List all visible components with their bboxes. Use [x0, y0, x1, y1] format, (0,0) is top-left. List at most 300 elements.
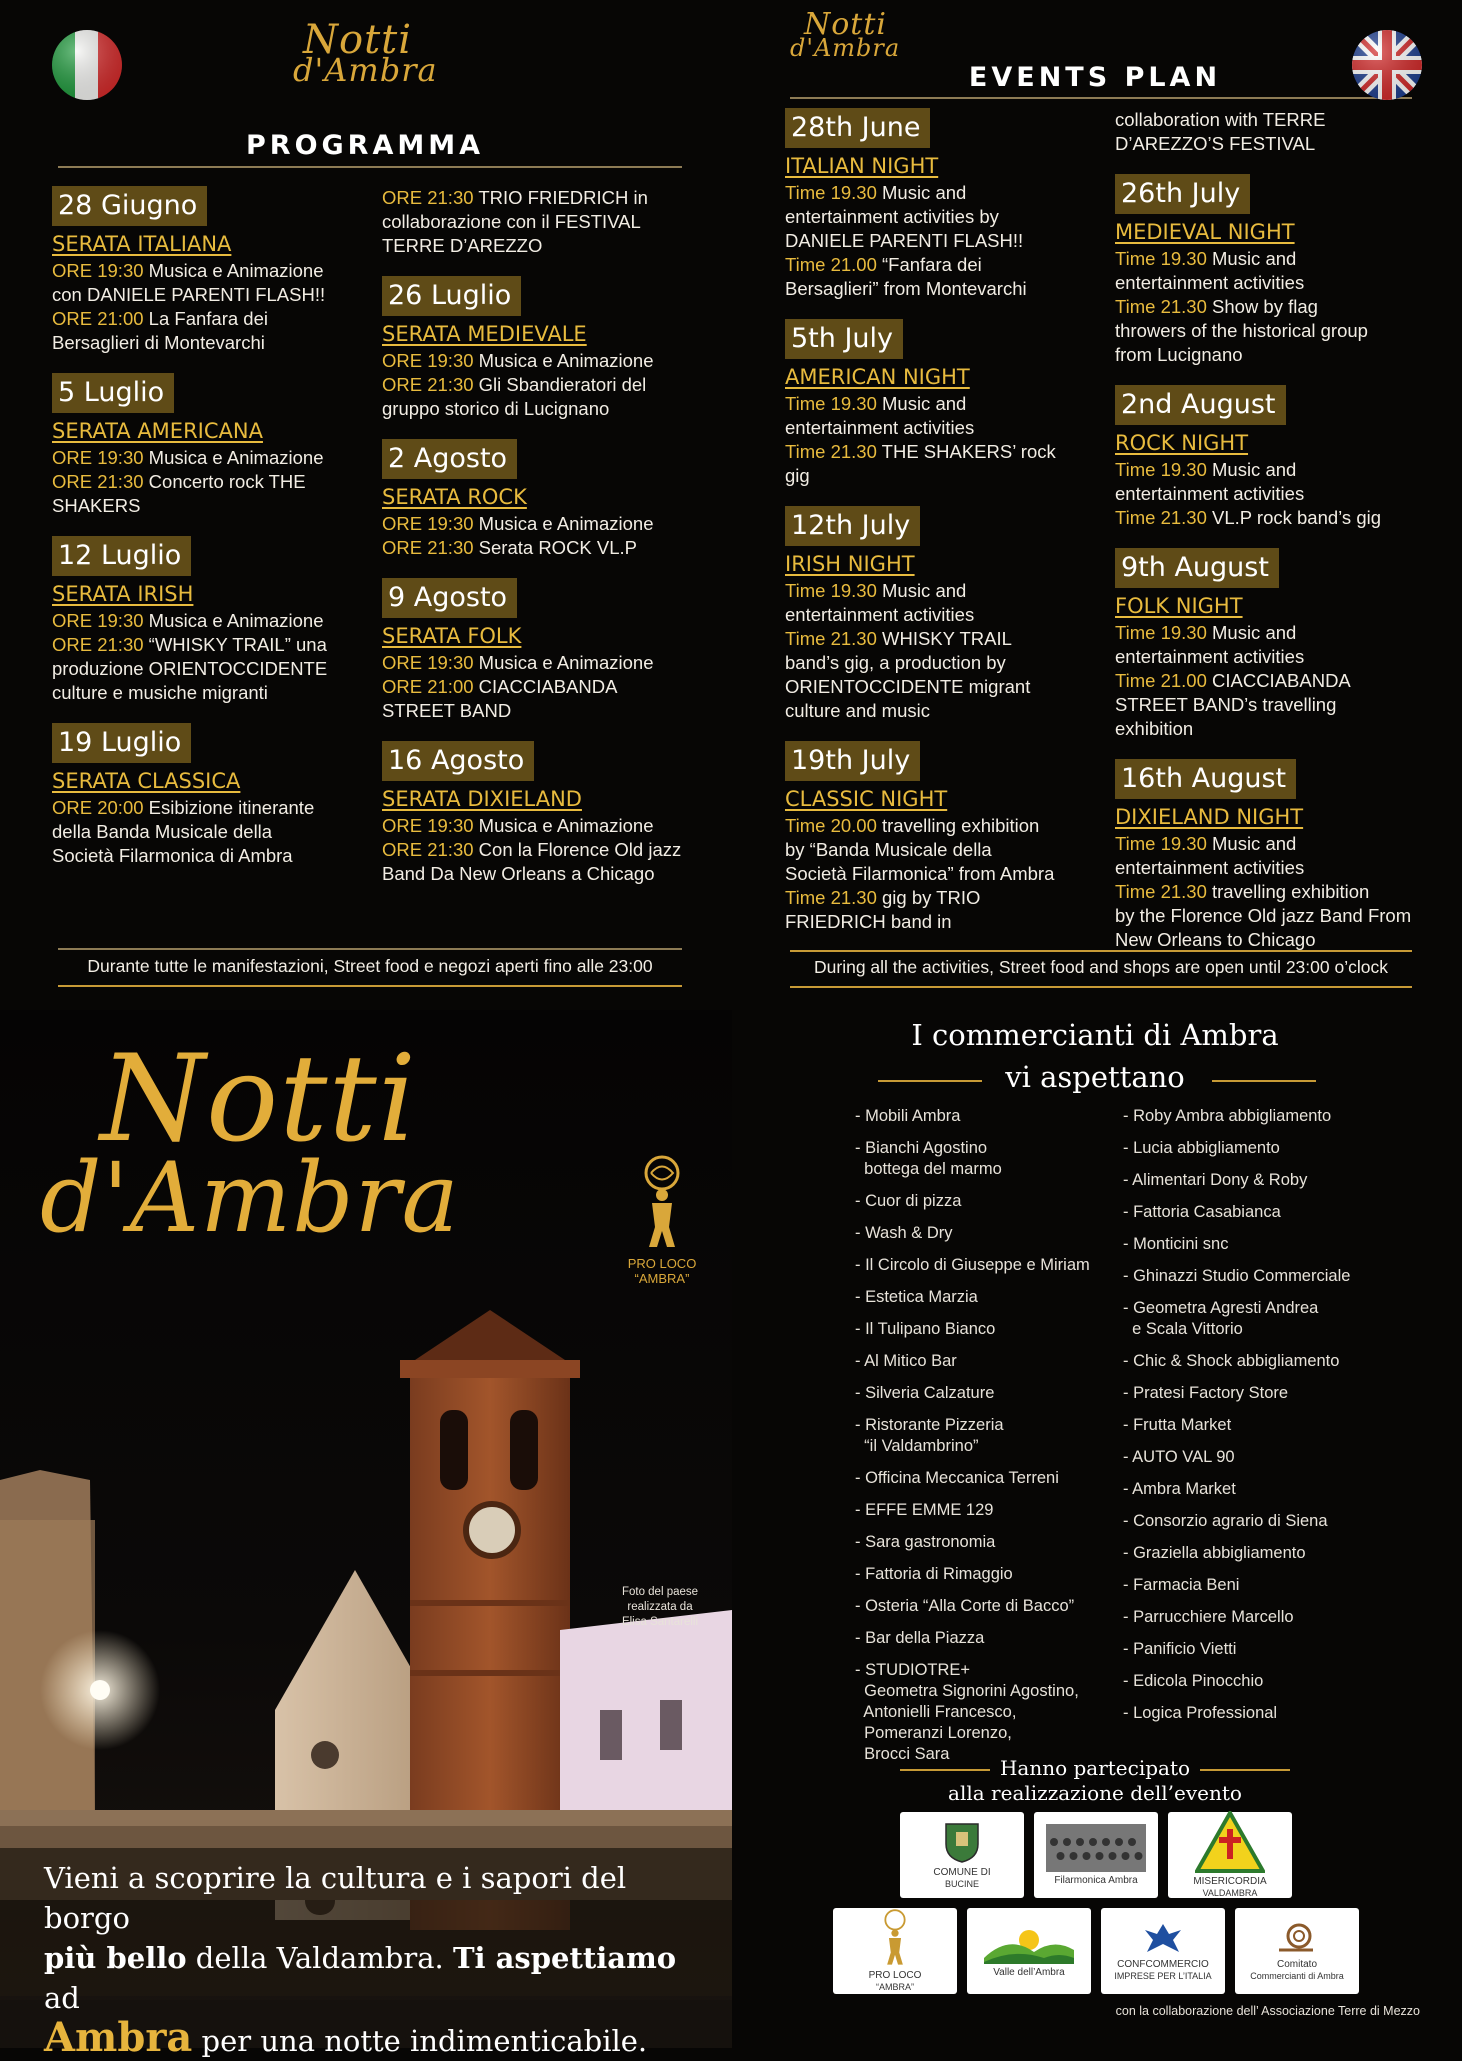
event-date-badge: 16th August: [1115, 759, 1296, 799]
event-detail-text: Music and: [1206, 833, 1297, 854]
event-detail-line: [382, 512, 702, 536]
event-detail-text: Show by flag: [1206, 296, 1318, 317]
event-detail-line: [382, 699, 702, 723]
event-detail-text: travelling exhibition: [1206, 881, 1370, 902]
tagline-emphasis: Ti aspettiamo: [452, 1941, 677, 1975]
event-detail-line: [1115, 832, 1445, 856]
event-block: [785, 319, 1105, 488]
english-column-1: [785, 108, 1105, 952]
event-detail-line: [785, 838, 1105, 862]
partner-logo-label: COMUNE DI: [933, 1867, 991, 1878]
event-time: ORE 19:30: [52, 447, 144, 468]
event-detail-text: TRIO FRIEDRICH in: [473, 187, 648, 208]
event-detail-line: [1115, 271, 1445, 295]
tagline-text: ad: [44, 1981, 80, 2015]
merchant-item: - Mobili Ambra: [855, 1107, 961, 1125]
event-title: ROCK NIGHT: [1115, 431, 1249, 455]
event-detail-line: [1115, 482, 1445, 506]
event-time: Time 19.30: [1115, 459, 1207, 480]
event-detail-line: [382, 397, 702, 421]
event-detail-text: gig: [785, 465, 810, 486]
tagline-emphasis: più bello: [44, 1941, 187, 1975]
poster-logo-notti: Notti: [100, 1030, 418, 1169]
event-block: [52, 186, 372, 355]
merchant-item: - Bar della Piazza: [855, 1629, 985, 1647]
event-detail-line: [785, 229, 1105, 253]
merchant-item: - Parrucchiere Marcello: [1123, 1608, 1294, 1626]
event-detail-text: SHAKERS: [52, 495, 141, 516]
event-date-badge: 19 Luglio: [52, 723, 191, 763]
event-title: SERATA CLASSICA: [52, 769, 241, 793]
event-time: Time 21.30: [1115, 881, 1207, 902]
merchant-item: - Alimentari Dony & Roby: [1123, 1171, 1308, 1189]
merchant-item: - Pratesi Factory Store: [1123, 1384, 1289, 1402]
event-detail-line: [382, 186, 702, 210]
event-time: Time 21.00: [1115, 670, 1207, 691]
tagline-ambra: Ambra: [44, 2014, 193, 2061]
merchant-item: - Fattoria di Rimaggio: [855, 1565, 1013, 1583]
event-date-badge: 9 Agosto: [382, 578, 517, 618]
merchant-item: - AUTO VAL 90: [1123, 1448, 1235, 1466]
pro-loco-emblem: [622, 1155, 702, 1286]
event-detail-text: from Lucignano: [1115, 344, 1243, 365]
event-detail-text: THE SHAKERS’ rock: [876, 441, 1056, 462]
merchant-item: - Al Mitico Bar: [855, 1352, 957, 1370]
collaboration-credit: con la collaborazione dell’ Associazione Terre di Mezzo: [1115, 2004, 1420, 2018]
atlas-statue-icon: [878, 1909, 912, 1970]
event-detail-line: [785, 675, 1105, 699]
event-detail-line: [785, 603, 1105, 627]
event-detail-text: Concerto rock THE: [143, 471, 306, 492]
event-detail-line: [52, 796, 372, 820]
event-detail-line: [382, 814, 702, 838]
event-detail-line: [785, 627, 1105, 651]
event-detail-text: Musica e Animazione: [473, 513, 654, 534]
event-detail-line: [1115, 880, 1445, 904]
event-detail-line: [1115, 856, 1445, 880]
event-time: Time 21.00: [785, 254, 877, 275]
event-detail-text: Musica e Animazione: [473, 652, 654, 673]
event-time: Time 19.30: [1115, 622, 1207, 643]
merchant-item: - Il Circolo di Giuseppe e Miriam: [855, 1256, 1090, 1274]
tagline-line-3: [44, 2014, 704, 2061]
event-detail-text: VL.P rock band’s gig: [1206, 507, 1382, 528]
valle-hills-icon: [984, 1924, 1074, 1967]
event-detail-text: Società Filarmonica di Ambra: [52, 845, 293, 866]
event-detail-text: gig by TRIO: [876, 887, 981, 908]
event-detail-line: [785, 392, 1105, 416]
snail-icon: [1277, 1920, 1317, 1959]
event-detail-line: [785, 886, 1105, 910]
event-detail-text: exhibition: [1115, 718, 1194, 739]
partner-logo-label: Valle dell’Ambra: [993, 1966, 1065, 1978]
event-title: CLASSIC NIGHT: [785, 787, 948, 811]
event-detail-text: entertainment activities: [785, 417, 975, 438]
event-time: ORE 21:30: [52, 634, 144, 655]
event-date-badge: 2 Agosto: [382, 439, 517, 479]
event-title: SERATA FOLK: [382, 624, 522, 648]
partner-logo-label: Filarmonica Ambra: [1054, 1874, 1138, 1886]
italian-column-1: [52, 186, 372, 886]
partner-logo: [833, 1908, 957, 1994]
event-detail-text: by the Florence Old jazz Band From: [1115, 905, 1412, 926]
partners-heading-line-2: alla realizzazione dell’evento: [948, 1781, 1242, 1805]
event-detail-text: con DANIELE PARENTI FLASH!!: [52, 284, 326, 305]
event-time: ORE 19:30: [52, 610, 144, 631]
event-time: ORE 21:00: [52, 308, 144, 329]
event-detail-line: [1115, 904, 1445, 928]
english-heading-divider: [790, 97, 1412, 99]
merchant-item: - Chic & Shock abbigliamento: [1123, 1352, 1340, 1370]
event-detail-line: [785, 277, 1105, 301]
merchant-item: - Cuor di pizza: [855, 1192, 962, 1210]
italian-footer-divider-bottom: [58, 985, 682, 987]
event-detail-text: Music and: [876, 580, 967, 601]
event-date-badge: 12th July: [785, 506, 920, 546]
english-column-2: [1115, 108, 1445, 970]
merchants-heading-rule-right: [1212, 1080, 1316, 1082]
partner-logo-sublabel: IMPRESE PER L’ITALIA: [1114, 1971, 1212, 1981]
logo-word-ambra: d'Ambra: [293, 51, 438, 89]
merchant-item: - Ambra Market: [1123, 1480, 1236, 1498]
event-detail-line: [1115, 693, 1445, 717]
event-detail-text: La Fanfara dei: [143, 308, 268, 329]
event-date-badge: 5 Luglio: [52, 373, 174, 413]
english-footer-divider-top: [790, 950, 1412, 952]
event-title: ITALIAN NIGHT: [785, 154, 939, 178]
partner-logo: [967, 1908, 1091, 1994]
event-detail-text: Con la Florence Old jazz: [473, 839, 682, 860]
pro-loco-ambra-label: “AMBRA”: [634, 1271, 690, 1286]
event-time: ORE 21:30: [382, 537, 474, 558]
merchant-item: - Logica Professional: [1123, 1704, 1278, 1722]
event-detail-line: [382, 234, 702, 258]
event-detail-line: [382, 536, 702, 560]
event-date-badge: 2nd August: [1115, 385, 1286, 425]
partner-logo-label: Comitato: [1276, 1959, 1317, 1970]
partner-logo-label: MISERICORDIA: [1193, 1876, 1267, 1887]
event-block: [1115, 548, 1445, 741]
event-time: ORE 19:30: [382, 350, 474, 371]
event-block: [52, 723, 372, 868]
event-detail-line: [52, 283, 372, 307]
event-time: Time 21.30: [785, 887, 877, 908]
merchant-item: - Ghinazzi Studio Commerciale: [1123, 1267, 1351, 1285]
event-detail-line: [52, 609, 372, 633]
event-detail-text: Musica e Animazione: [143, 610, 324, 631]
merchant-item: - STUDIOTRE+ Geometra Signorini Agostino, Antonielli Francesco, Pomeranzi Lorenzo, Brocci Sara: [855, 1661, 1079, 1763]
english-logo: [790, 7, 920, 90]
merchant-item: - Graziella abbigliamento: [1123, 1544, 1306, 1562]
event-continuation: [1115, 108, 1445, 156]
event-title: AMERICAN NIGHT: [785, 365, 970, 389]
event-time: ORE 19:30: [52, 260, 144, 281]
event-detail-text: STREET BAND: [382, 700, 512, 721]
merchants-heading: [870, 1014, 1320, 1098]
merchant-item: - Il Tulipano Bianco: [855, 1320, 996, 1338]
event-detail-text: Music and: [876, 182, 967, 203]
partner-logo: [1235, 1908, 1359, 1994]
event-detail-line: [1115, 928, 1445, 952]
photo-credit-line: Elisa Santarelli: [621, 1616, 699, 1628]
italian-footer-note: Durante tutte le manifestazioni, Street food e negozi aperti fino alle 23:00: [87, 956, 653, 976]
event-block: [382, 439, 702, 560]
event-detail-line: [52, 307, 372, 331]
partner-logo-sublabel: “AMBRA”: [876, 1982, 914, 1992]
event-detail-text: della Banda Musicale della: [52, 821, 273, 842]
bucine-coat-of-arms-icon: [942, 1820, 982, 1867]
italian-heading-divider: [58, 166, 682, 168]
partner-logo-sublabel: BUCINE: [944, 1879, 979, 1889]
event-detail-line: [785, 910, 1105, 934]
poster-logo: [40, 1030, 500, 1340]
tagline: [44, 1858, 704, 2061]
filarmonica-band-photo-icon: [1046, 1824, 1146, 1875]
event-detail-text: Musica e Animazione: [143, 447, 324, 468]
merchant-item: - Monticini snc: [1123, 1235, 1229, 1253]
event-detail-text: Serata ROCK VL.P: [473, 537, 638, 558]
event-detail-line: [52, 446, 372, 470]
partner-logo-sublabel: Commercianti di Ambra: [1250, 1971, 1344, 1981]
merchant-item: - Panificio Vietti: [1123, 1640, 1237, 1658]
event-detail-text: STREET BAND’s travelling: [1115, 694, 1337, 715]
logo-word-notti: Notti: [303, 17, 413, 63]
event-detail-text: “Fanfara dei: [876, 254, 982, 275]
event-detail-line: [1115, 717, 1445, 741]
event-date-badge: 16 Agosto: [382, 741, 534, 781]
event-detail-text: Musica e Animazione: [473, 815, 654, 836]
event-detail-line: [1115, 295, 1445, 319]
italian-footer-divider-top: [58, 948, 682, 950]
event-detail-line: [382, 373, 702, 397]
event-detail-line: [1115, 621, 1445, 645]
event-detail-text: Musica e Animazione: [473, 350, 654, 371]
event-detail-text: Music and: [876, 393, 967, 414]
event-title: SERATA IRISH: [52, 582, 194, 606]
event-detail-line: [52, 657, 372, 681]
event-continuation: [382, 186, 702, 258]
italian-logo: [285, 17, 445, 120]
event-time: ORE 21:30: [382, 187, 474, 208]
tagline-text: per una notte indimenticabile.: [192, 2024, 648, 2058]
partner-logo: [1101, 1908, 1225, 1994]
event-detail-text: Bersaglieri” from Montevarchi: [785, 278, 1027, 299]
event-block: [1115, 759, 1445, 952]
event-detail-line: [52, 470, 372, 494]
events-plan-heading: EVENTS PLAN: [968, 62, 1222, 93]
merchant-item: - Bianchi Agostino bottega del marmo: [855, 1139, 1002, 1178]
merchant-item: - Osteria “Alla Corte di Bacco”: [855, 1597, 1075, 1615]
merchant-item: - Edicola Pinocchio: [1123, 1672, 1264, 1690]
event-detail-line: [52, 259, 372, 283]
photo-credit: [610, 1585, 710, 1630]
event-title: SERATA ROCK: [382, 485, 527, 509]
event-detail-line: [382, 838, 702, 862]
event-time: Time 21.30: [785, 628, 877, 649]
event-detail-line: [785, 205, 1105, 229]
event-block: [785, 108, 1105, 301]
event-detail-text: collaborazione con il FESTIVAL: [382, 211, 641, 232]
event-detail-text: Musica e Animazione: [143, 260, 324, 281]
event-time: ORE 21:00: [382, 676, 474, 697]
event-detail-text: entertainment activities: [1115, 483, 1305, 504]
event-detail-text: collaboration with TERRE: [1115, 109, 1326, 130]
misericordia-cross-icon: [1195, 1811, 1265, 1876]
event-detail-line: [1115, 132, 1445, 156]
event-detail-text: Società Filarmonica” from Ambra: [785, 863, 1055, 884]
event-detail-line: [382, 862, 702, 886]
photo-credit-line: Foto del paese: [621, 1586, 699, 1598]
event-block: [382, 741, 702, 886]
event-date-badge: 9th August: [1115, 548, 1279, 588]
event-detail-text: CIACCIABANDA: [473, 676, 618, 697]
merchant-item: - Estetica Marzia: [855, 1288, 978, 1306]
event-detail-text: D’AREZZO’S FESTIVAL: [1115, 133, 1316, 154]
event-block: [382, 276, 702, 421]
partner-logo: [1034, 1812, 1158, 1898]
merchants-heading-line-1: I commercianti di Ambra: [911, 1018, 1279, 1052]
event-date-badge: 26 Luglio: [382, 276, 521, 316]
event-time: Time 19.30: [1115, 833, 1207, 854]
event-detail-text: CIACCIABANDA: [1206, 670, 1351, 691]
event-detail-line: [382, 651, 702, 675]
event-time: Time 19.30: [1115, 248, 1207, 269]
event-date-badge: 28 Giugno: [52, 186, 207, 226]
event-block: [382, 578, 702, 723]
partner-logo-sublabel: VALDAMBRA: [1202, 1888, 1258, 1898]
pro-loco-label: PRO LOCO: [627, 1256, 697, 1271]
event-detail-line: [1115, 108, 1445, 132]
event-title: MEDIEVAL NIGHT: [1115, 220, 1295, 244]
partner-logo: [1168, 1812, 1292, 1898]
logo-word-notti: Notti: [804, 7, 888, 42]
event-time: Time 19.30: [785, 393, 877, 414]
partner-logo: [900, 1812, 1024, 1898]
event-detail-text: Music and: [1206, 622, 1297, 643]
event-detail-text: “WHISKY TRAIL” una: [143, 634, 327, 655]
event-title: SERATA AMERICANA: [52, 419, 263, 443]
merchant-item: - Farmacia Beni: [1123, 1576, 1240, 1594]
event-detail-line: [1115, 458, 1445, 482]
event-detail-line: [52, 820, 372, 844]
event-title: SERATA DIXIELAND: [382, 787, 582, 811]
event-detail-line: [1115, 247, 1445, 271]
event-block: [785, 506, 1105, 723]
merchant-item: - Officina Meccanica Terreni: [855, 1469, 1059, 1487]
event-detail-line: [785, 651, 1105, 675]
event-detail-line: [382, 210, 702, 234]
event-detail-text: throwers of the historical group: [1115, 320, 1368, 341]
merchants-heading-line-2: vi aspettano: [1005, 1060, 1185, 1094]
event-date-badge: 5th July: [785, 319, 903, 359]
event-title: FOLK NIGHT: [1115, 594, 1243, 618]
event-detail-line: [785, 181, 1105, 205]
merchant-item: - Sara gastronomia: [855, 1533, 996, 1551]
event-detail-line: [52, 681, 372, 705]
event-time: ORE 21:30: [382, 839, 474, 860]
event-time: Time 20.00: [785, 815, 877, 836]
poster-logo-ambra: d'Ambra: [40, 1142, 460, 1254]
confcommercio-eagle-icon: [1143, 1920, 1183, 1959]
event-detail-text: gruppo storico di Lucignano: [382, 398, 610, 419]
event-detail-text: entertainment activities: [1115, 272, 1305, 293]
event-time: Time 19.30: [785, 182, 877, 203]
event-detail-line: [382, 675, 702, 699]
tagline-line-2: [44, 1938, 704, 2018]
event-detail-text: entertainment activities: [1115, 857, 1305, 878]
event-time: ORE 21:30: [52, 471, 144, 492]
event-detail-text: Music and: [1206, 459, 1297, 480]
event-detail-line: [785, 862, 1105, 886]
event-detail-line: [1115, 669, 1445, 693]
event-detail-line: [785, 464, 1105, 488]
event-detail-line: [1115, 343, 1445, 367]
event-title: SERATA MEDIEVALE: [382, 322, 587, 346]
merchant-item: - Geometra Agresti Andrea e Scala Vittorio: [1123, 1299, 1319, 1338]
event-detail-text: DANIELE PARENTI FLASH!!: [785, 230, 1024, 251]
event-title: IRISH NIGHT: [785, 552, 915, 576]
event-detail-text: Band Da New Orleans a Chicago: [382, 863, 655, 884]
event-detail-text: travelling exhibition: [876, 815, 1040, 836]
event-detail-line: [52, 633, 372, 657]
event-time: ORE 19:30: [382, 652, 474, 673]
merchant-item: - Silveria Calzature: [855, 1384, 995, 1402]
event-detail-line: [785, 699, 1105, 723]
event-detail-text: entertainment activities: [1115, 646, 1305, 667]
event-detail-line: [1115, 645, 1445, 669]
event-detail-text: ORIENTOCCIDENTE migrant: [785, 676, 1031, 697]
event-detail-text: FRIEDRICH band in: [785, 911, 952, 932]
event-time: ORE 21:30: [382, 374, 474, 395]
partner-logo-label: PRO LOCO: [868, 1970, 922, 1981]
partners-heading-line-1: Hanno partecipato: [999, 1756, 1191, 1780]
merchant-item: - Ristorante Pizzeria “il Valdambrino”: [855, 1416, 1004, 1455]
event-detail-line: [785, 253, 1105, 277]
event-detail-line: [52, 331, 372, 355]
event-time: Time 19.30: [785, 580, 877, 601]
partners-heading: [900, 1756, 1290, 1806]
event-detail-text: Esibizione itinerante: [143, 797, 315, 818]
merchant-item: - Lucia abbigliamento: [1123, 1139, 1280, 1157]
event-detail-line: [382, 349, 702, 373]
event-block: [52, 373, 372, 518]
event-title: SERATA ITALIANA: [52, 232, 232, 256]
event-time: Time 21.30: [1115, 507, 1207, 528]
event-detail-text: culture and music: [785, 700, 930, 721]
merchant-item: - Fattoria Casabianca: [1123, 1203, 1281, 1221]
atlas-statue-icon: [622, 1155, 702, 1256]
event-detail-text: produzione ORIENTOCCIDENTE: [52, 658, 328, 679]
event-detail-text: by “Banda Musicale della: [785, 839, 992, 860]
merchants-column-2: [1123, 1106, 1413, 1735]
merchants-column-1: [855, 1106, 1115, 1776]
event-time: ORE 20:00: [52, 797, 144, 818]
merchant-item: - Consorzio agrario di Siena: [1123, 1512, 1328, 1530]
event-detail-line: [1115, 506, 1445, 530]
event-detail-line: [785, 416, 1105, 440]
event-detail-text: Gli Sbandieratori del: [473, 374, 647, 395]
partner-logo-label: CONFCOMMERCIO: [1117, 1959, 1209, 1970]
event-detail-text: band’s gig, a production by: [785, 652, 1006, 673]
event-detail-line: [785, 579, 1105, 603]
event-detail-text: TERRE D’AREZZO: [382, 235, 543, 256]
event-date-badge: 12 Luglio: [52, 536, 191, 576]
event-detail-text: WHISKY TRAIL: [876, 628, 1012, 649]
event-block: [785, 741, 1105, 934]
programma-heading: PROGRAMMA: [245, 130, 484, 161]
merchant-item: - EFFE EMME 129: [855, 1501, 994, 1519]
event-block: [1115, 385, 1445, 530]
